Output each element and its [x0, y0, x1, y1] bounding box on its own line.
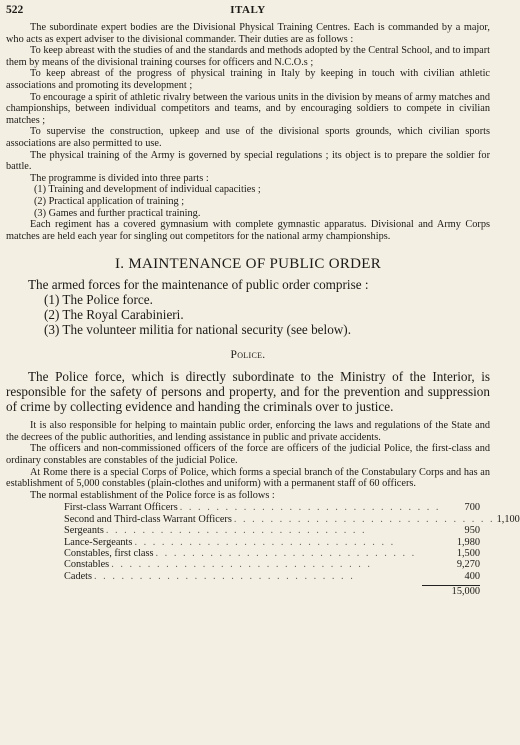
paragraph: Each regiment has a covered gymnasium with complete gymnastic apparatus. Divisional and Army Corps matches are held each year for singling out competitors for the national army championships. [6, 219, 490, 242]
list-item: (3) Games and further practical training. [34, 207, 201, 219]
paragraph: The normal establishment of the Police force is as follows : [30, 489, 275, 501]
row-value: 9,270 [456, 559, 480, 571]
paragraph: It is also responsible for helping to maintain public order, enforcing the laws and regulations of the State and the decrees of the public authorities, and lending assistance in public and private accidents. [6, 420, 490, 443]
list-item: (1) Training and development of individual capacities ; [34, 184, 261, 196]
list-item: (2) The Royal Carabinieri. [44, 307, 184, 323]
row-label: Second and Third-class Warrant Officers [64, 513, 232, 525]
paragraph: To encourage a spirit of athletic rivalry between the various units in the division by means of army matches and championships, between individual competitors and teams, and by encouraging soldiers to compete in civilian matches ; [6, 91, 490, 126]
paragraph: At Rome there is a special Corps of Police, which forms a special branch of the Constabulary Corps and has an establishment of 5,000 constables (plain-clothes and uniform) with a permanent staff of 60 officers. [6, 466, 490, 490]
paragraph: To supervise the construction, upkeep and use of the divisional sports grounds, which civilian sports associations are also permitted to use. [6, 126, 490, 149]
paragraph: The armed forces for the maintenance of public order comprise : [28, 277, 369, 293]
table-row: Constables . . . . . . . . . . . . . . . . . . . . . . . . . . . . . 9,270 [64, 559, 480, 571]
running-title: ITALY [230, 4, 266, 16]
row-label: Sergeants [64, 525, 104, 537]
row-label: First-class Warrant Officers [64, 502, 178, 514]
table-row: First-class Warrant Officers . . . . . . . . . . . . . . . . . . . . . . . . . . . . . 700 [64, 502, 480, 514]
police-section [6, 369, 490, 414]
paragraph: The programme is divided into three parts : [30, 172, 209, 184]
page-body [6, 22, 520, 598]
table-row: Constables, first class . . . . . . . . . . . . . . . . . . . . . . . . . . . . . 1,500 [64, 548, 480, 560]
paragraph: The Police force, which is directly subordinate to the Ministry of the Interior, is responsible for the safety of persons and property, and for the prevention and suppression of crime by collecting evidence and handing the criminals over to justice. [6, 369, 490, 415]
row-value: 700 [464, 502, 480, 514]
table-row: Lance-Sergeants . . . . . . . . . . . . . . . . . . . . . . . . . . . . . 1,980 [64, 536, 480, 548]
row-value: 1,500 [456, 548, 480, 560]
page-header [6, 4, 490, 20]
row-value: 400 [464, 570, 480, 582]
row-label: Cadets [64, 570, 93, 582]
establishment-table [6, 502, 520, 598]
public-order-section [6, 277, 490, 337]
table-total: 15,000 [451, 586, 480, 598]
row-value: 1,100 [496, 513, 520, 525]
police-heading: Police. [230, 349, 266, 362]
police-details [6, 420, 490, 501]
table-row: Sergeants . . . . . . . . . . . . . . . . . . . . . . . . . . . . . 950 [64, 525, 480, 537]
list-item: (3) The volunteer militia for national security (see below). [44, 322, 351, 338]
physical-training-section [6, 22, 490, 242]
table-row: Cadets . . . . . . . . . . . . . . . . . . . . . . . . . . . . . 400 [64, 570, 480, 582]
paragraph: The officers and non-commissioned officers of the force are officers of the judicial Police, the first-class and ordinary constables are constables of the judicial Police. [6, 443, 490, 467]
table-row: Second and Third-class Warrant Officers . . . . . . . . . . . . . . . . . . . . . . . . . . . . . 1,100 [64, 513, 520, 525]
list-item: (1) The Police force. [44, 292, 153, 308]
list-item: (2) Practical application of training ; [34, 195, 185, 207]
row-label: Lance-Sergeants [64, 536, 133, 548]
page-number: 522 [6, 4, 24, 16]
section-title: I. MAINTENANCE OF PUBLIC ORDER [114, 256, 382, 273]
paragraph: The physical training of the Army is governed by special regulations ; its object is to prepare the soldier for battle. [6, 149, 490, 173]
paragraph: To keep abreast of the progress of physical training in Italy by keeping in touch with civilian athletic associations and promoting its development ; [6, 68, 490, 91]
paragraph: The subordinate expert bodies are the Divisional Physical Training Centres. Each is commanded by a major, who acts as expert adviser to the divisional commander. Their duties are as follows : [6, 22, 490, 45]
row-value: 1,980 [456, 536, 480, 548]
row-label: Constables, first class [64, 548, 154, 560]
paragraph: To keep abreast with the studies of and the standards and methods adopted by the Central School, and to impart them by means of the divisional training courses for officers and N.C.O.s ; [6, 45, 490, 68]
row-value: 950 [464, 525, 480, 537]
row-label: Constables [64, 559, 110, 571]
